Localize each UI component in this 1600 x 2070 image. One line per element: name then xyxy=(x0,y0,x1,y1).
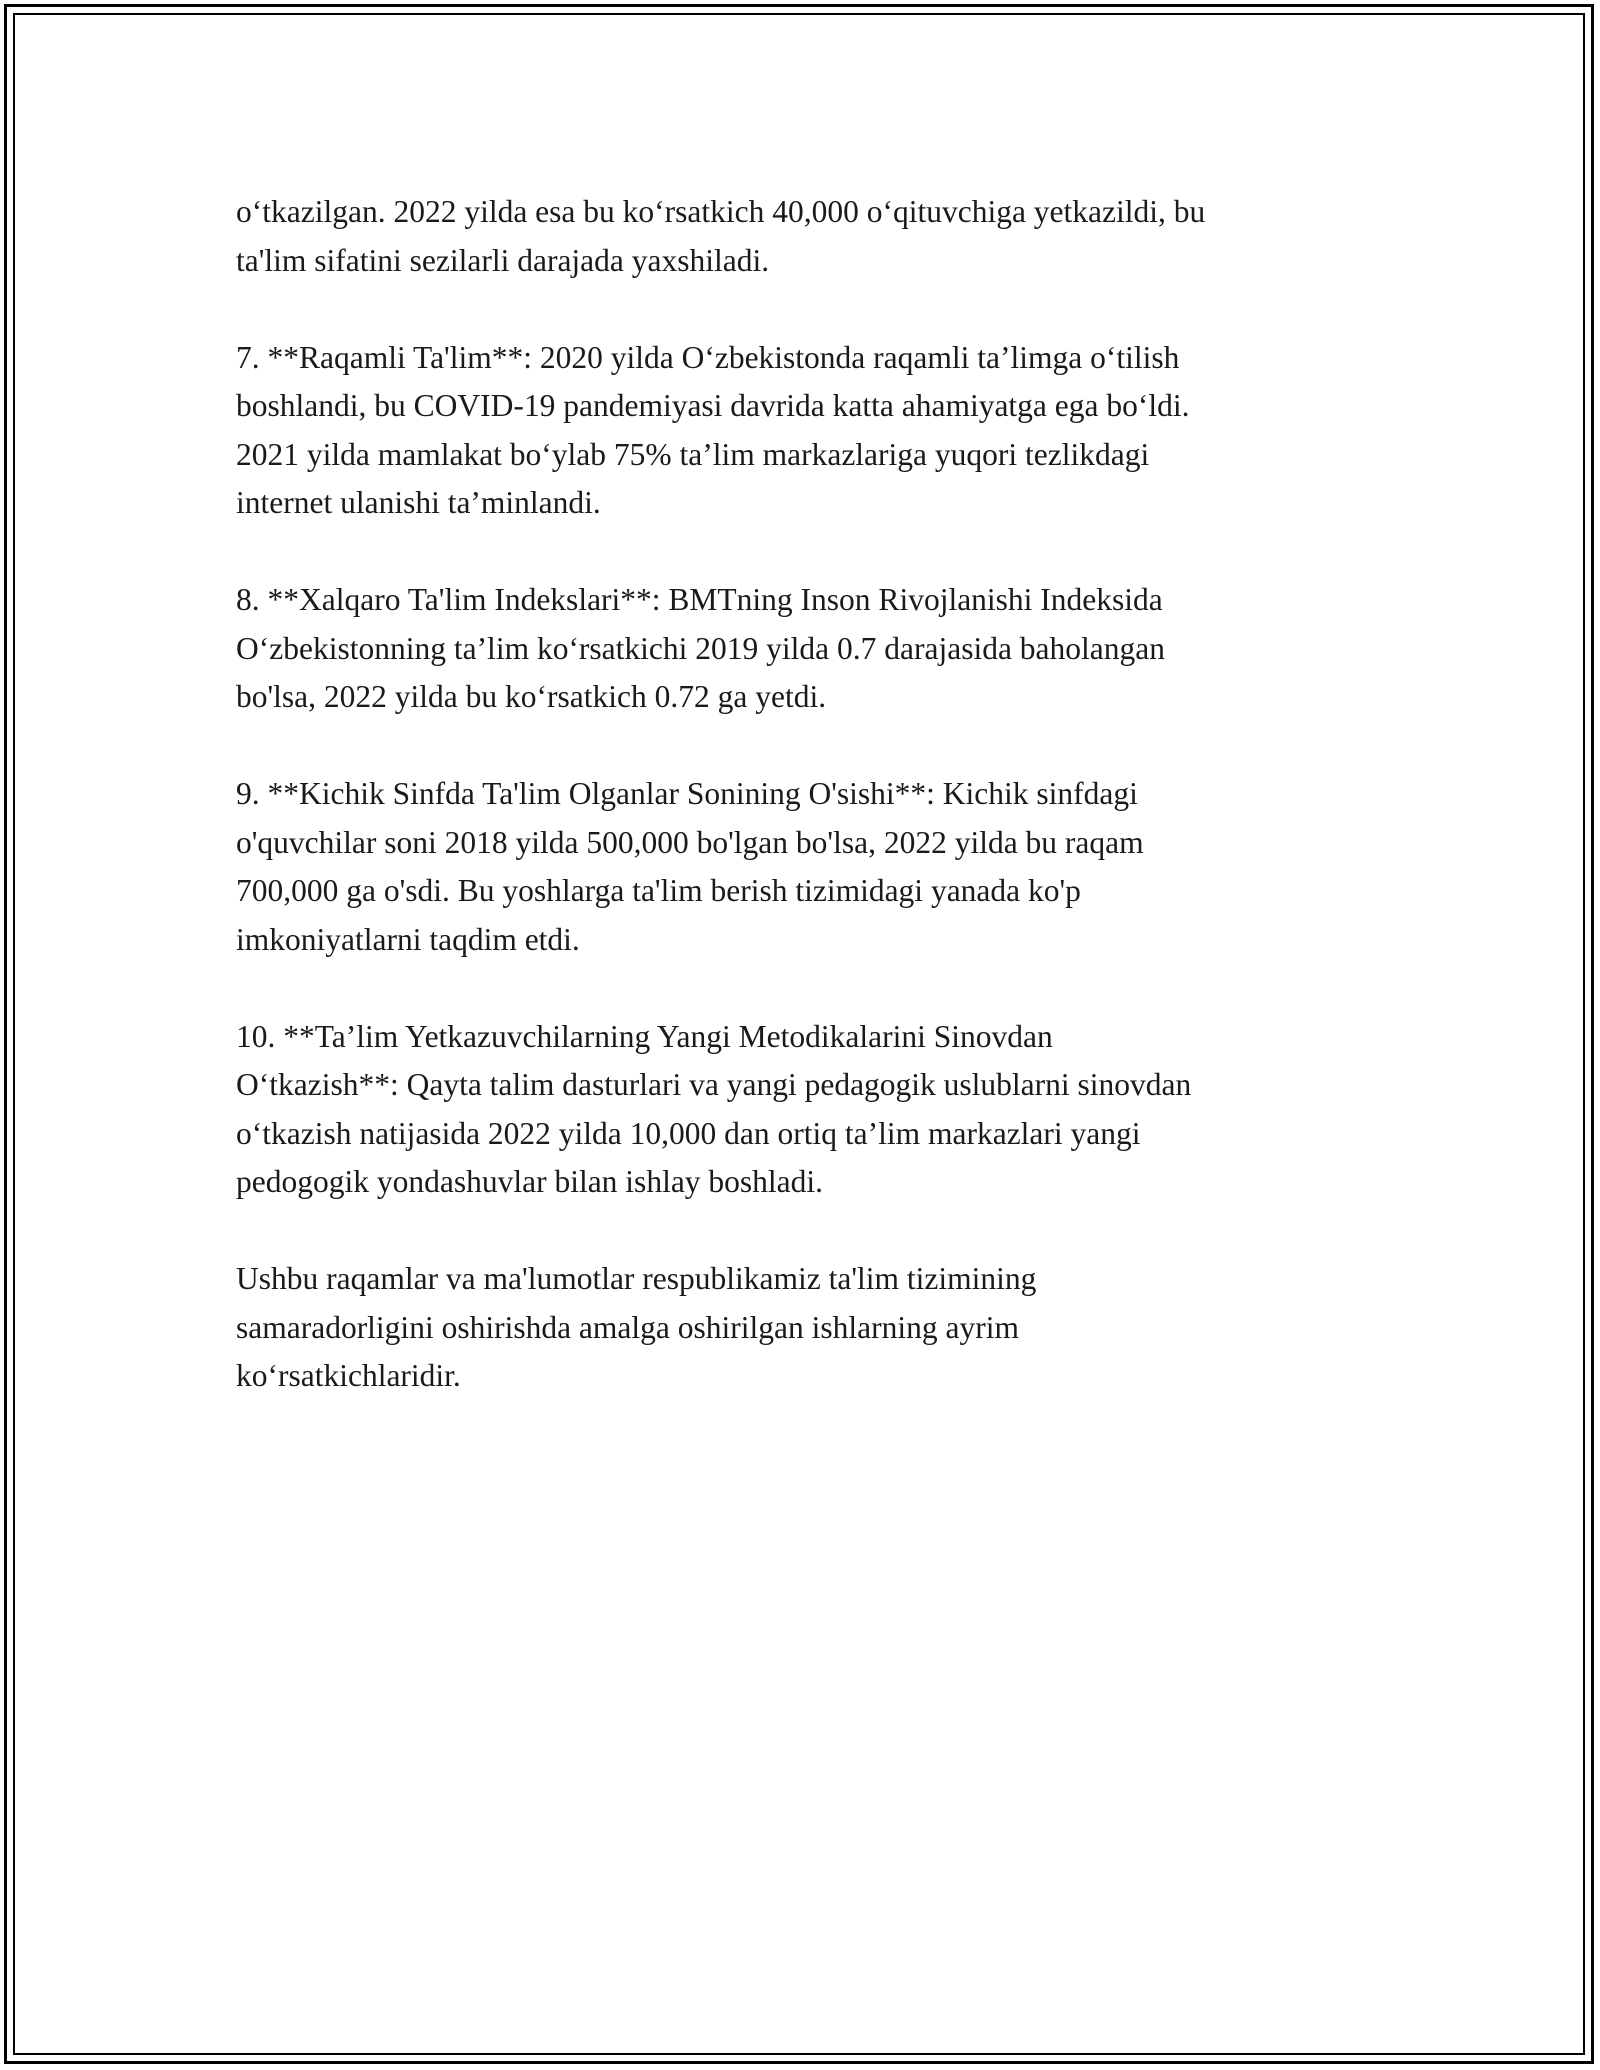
paragraph-item-10-new-methods xyxy=(236,1013,1386,1207)
text-line: 2021 yilda mamlakat bo‘ylab 75% ta’lim markazlariga yuqori tezlikdagi xyxy=(236,436,1150,472)
text-line: 9. **Kichik Sinfda Ta'lim Olganlar Sonining O'sishi**: Kichik sinfdagi xyxy=(236,776,1138,811)
text-line: 10. **Ta’lim Yetkazuvchilarning Yangi Metodikalarini Sinovdan xyxy=(236,1018,1053,1054)
paragraph-item-7-digital-education xyxy=(236,334,1386,528)
text-line: Ushbu raqamlar va ma'lumotlar respublikamiz ta'lim tizimining xyxy=(236,1261,1037,1296)
text-line: ko‘rsatkichlaridir. xyxy=(236,1358,461,1393)
text-line: 700,000 ga o'sdi. Bu yoshlarga ta'lim berish tizimidagi yanada ko'p xyxy=(236,873,1081,908)
text-line: boshlandi, bu COVID-19 pandemiyasi davrida katta ahamiyatga ega bo‘ldi. xyxy=(236,388,1190,423)
text-line: o‘tkazilgan. 2022 yilda esa bu ko‘rsatkich 40,000 o‘qituvchiga yetkazildi, bu xyxy=(236,194,1206,229)
text-line: 7. **Raqamli Ta'lim**: 2020 yilda O‘zbekistonda raqamli ta’limga o‘tilish xyxy=(236,339,1180,375)
document-body xyxy=(236,188,1386,1449)
text-line: imkoniyatlarni taqdim etdi. xyxy=(236,921,580,957)
text-line: pedogogik yondashuvlar bilan ishlay boshladi. xyxy=(236,1164,824,1199)
paragraph-conclusion xyxy=(236,1255,1386,1401)
paragraph-item-9-primary-students xyxy=(236,770,1386,964)
text-line: O‘tkazish**: Qayta talim dasturlari va yangi pedagogik uslublarni sinovdan xyxy=(236,1067,1192,1102)
text-line: ta'lim sifatini sezilarli darajada yaxshiladi. xyxy=(236,242,770,278)
text-line: samaradorligini oshirishda amalga oshirilgan ishlarning ayrim xyxy=(236,1309,1019,1345)
text-line: O‘zbekistonning ta’lim ko‘rsatkichi 2019 yilda 0.7 darajasida baholangan xyxy=(236,630,1166,666)
text-line: o‘tkazish natijasida 2022 yilda 10,000 dan ortiq ta’lim markazlari yangi xyxy=(236,1115,1141,1151)
text-line: 8. **Xalqaro Ta'lim Indekslari**: BMTning Inson Rivojlanishi Indeksida xyxy=(236,582,1163,617)
text-line: bo'lsa, 2022 yilda bu ko‘rsatkich 0.72 ga yetdi. xyxy=(236,679,827,714)
paragraph-item-8-international-indices xyxy=(236,576,1386,722)
paragraph-teacher-training-continuation xyxy=(236,188,1386,285)
text-line: internet ulanishi ta’minlandi. xyxy=(236,485,601,520)
text-line: o'quvchilar soni 2018 yilda 500,000 bo'lgan bo'lsa, 2022 yilda bu raqam xyxy=(236,824,1144,860)
